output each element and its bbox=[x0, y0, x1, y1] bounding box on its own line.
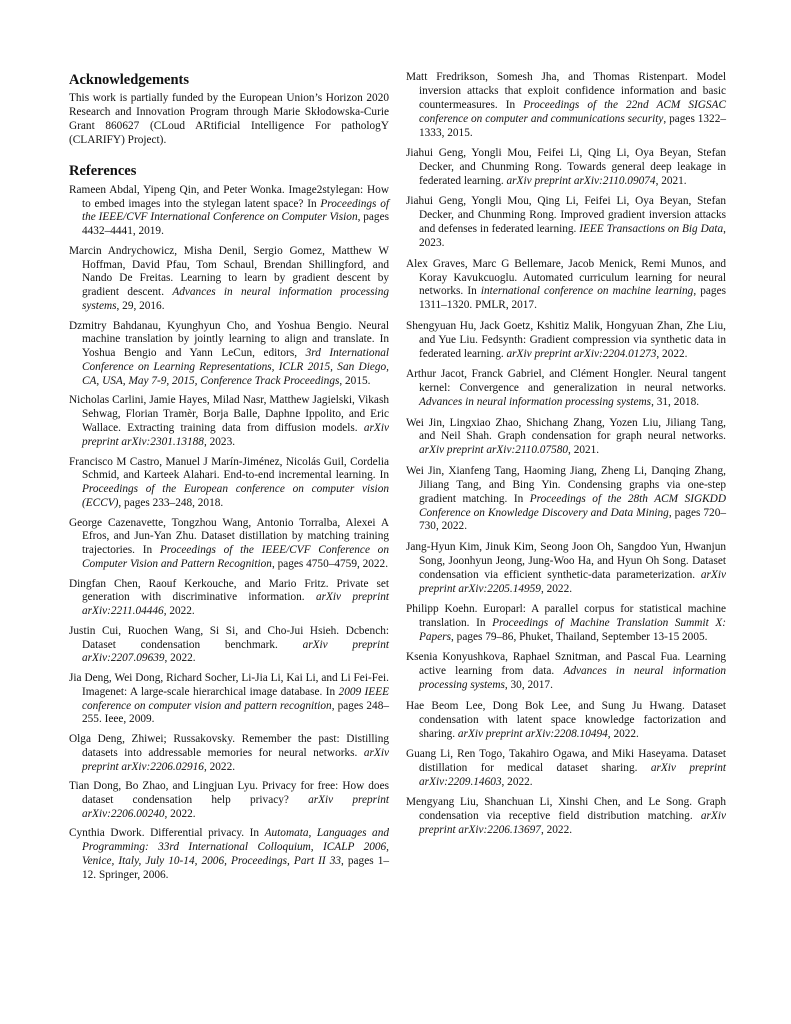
reference-details: , 29, 2016. bbox=[116, 300, 165, 313]
reference-venue: arXiv preprint arXiv:2205.14959 bbox=[419, 568, 726, 595]
reference-venue: Proceedings of the European conference on computer vision (ECCV) bbox=[82, 483, 389, 510]
reference-entry bbox=[406, 320, 726, 362]
reference-entry bbox=[406, 465, 726, 535]
reference-venue: arXiv preprint arXiv:2211.04446 bbox=[82, 591, 389, 618]
reference-list-left bbox=[69, 184, 389, 883]
references-heading: References bbox=[69, 162, 137, 179]
reference-text: Justin Cui, Ruochen Wang, Si Si, and Cho-Jui Hsieh. Dcbench: Dataset condensation benchmark. bbox=[69, 624, 389, 651]
reference-details: , 30, 2017. bbox=[504, 679, 553, 692]
reference-text: Tian Dong, Bo Zhao, and Lingjuan Lyu. Privacy for free: How does dataset condensation help privacy? bbox=[69, 779, 389, 806]
reference-text: Wei Jin, Lingxiao Zhao, Shichang Zhang, Yozen Liu, Jiliang Tang, and Neil Shah. Graph condensation for graph neural networks. bbox=[406, 416, 726, 443]
reference-details: , 2022. bbox=[540, 582, 573, 595]
reference-details: , pages 1–12. Springer, 2006. bbox=[82, 854, 389, 881]
reference-venue: Proceedings of the IEEE/CVF International Conference on Computer Vision bbox=[82, 197, 389, 224]
reference-text: Jiahui Geng, Yongli Mou, Qing Li, Feifei Li, Oya Beyan, Stefan Decker, and Chunming Rong. Improved gradient inversion attacks and defenses in federated learning. bbox=[406, 195, 726, 236]
reference-text: Francisco M Castro, Manuel J Marín-Jiménez, Nicolás Guil, Cordelia Schmid, and Karteek Alahari. End-to-end incremental learning. In bbox=[69, 455, 389, 482]
reference-entry bbox=[69, 456, 389, 512]
reference-entry bbox=[406, 368, 726, 410]
reference-text: Jang-Hyun Kim, Jinuk Kim, Seong Joon Oh, Sangdoo Yun, Hwanjun Song, Joonhyun Jeong, Jung-Woo Ha, and Hyun Oh Song. Dataset condensation via efficient synthetic-data parameterization. bbox=[406, 540, 726, 581]
reference-venue: Advances in neural information processing systems bbox=[419, 396, 652, 408]
reference-venue: Automata, Languages and Programming: 33rd International Colloquium, ICALP 2006, Venice, Italy, July 10-14, 2006, Proceedings, Part II 33 bbox=[82, 826, 390, 867]
reference-entry bbox=[406, 541, 726, 597]
reference-venue: arXiv preprint arXiv:2110.09074 bbox=[506, 174, 656, 187]
reference-entry bbox=[69, 578, 389, 620]
reference-details: , pages 79–86, Phuket, Thailand, September 13-15 2005. bbox=[451, 630, 708, 643]
reference-text: Jia Deng, Wei Dong, Richard Socher, Li-Jia Li, Kai Li, and Li Fei-Fei. Imagenet: A large-scale hierarchical image database. In bbox=[69, 671, 389, 698]
acknowledgements-text: This work is partially funded by the European Union’s Horizon 2020 Research and Innovation Program through Marie Skłodowska-Curie Grant 860627 (CLoud ARtificial Intelligence For pathologY (CLARIFY) Project). bbox=[69, 92, 389, 146]
reference-entry bbox=[69, 320, 389, 390]
reference-details: , 2021. bbox=[568, 444, 600, 457]
reference-text: Dingfan Chen, Raouf Kerkouche, and Mario Fritz. Private set generation with discriminative information. bbox=[69, 577, 389, 604]
right-column bbox=[406, 71, 726, 845]
reference-text: Arthur Jacot, Franck Gabriel, and Clément Hongler. Neural tangent kernel: Convergence and generalization in neural networks. bbox=[406, 368, 726, 395]
reference-venue: arXiv preprint arXiv:2209.14603 bbox=[419, 762, 726, 788]
reference-venue: Proceedings of the IEEE/CVF Conference on Computer Vision and Pattern Recognition bbox=[82, 544, 389, 571]
reference-entry bbox=[69, 780, 389, 822]
reference-details: , 31, 2018. bbox=[651, 396, 700, 408]
reference-details: , 2022. bbox=[164, 652, 196, 665]
reference-list-right bbox=[406, 71, 726, 838]
reference-details: , 2022. bbox=[164, 807, 196, 820]
reference-entry bbox=[69, 625, 389, 667]
reference-entry bbox=[69, 733, 389, 775]
reference-details: , 2021. bbox=[655, 174, 687, 187]
reference-venue: Proceedings of the 28th ACM SIGKDD Conference on Knowledge Discovery and Data Mining bbox=[419, 492, 726, 519]
reference-details: , 2022. bbox=[656, 347, 688, 360]
reference-text: Jiahui Geng, Yongli Mou, Feifei Li, Qing Li, Oya Beyan, Stefan Decker, and Chunming Rong. Towards general deep leakage in federated learning. bbox=[406, 147, 726, 187]
reference-text: Mengyang Liu, Shanchuan Li, Xinshi Chen, and Le Song. Graph condensation via receptive field distribution matching. bbox=[406, 796, 726, 823]
reference-entry bbox=[406, 71, 726, 141]
reference-venue: arXiv preprint arXiv:2206.13697 bbox=[419, 810, 726, 837]
reference-details: , 2023. bbox=[419, 223, 726, 250]
reference-details: , pages 720–730, 2022. bbox=[419, 506, 726, 533]
reference-text: George Cazenavette, Tongzhou Wang, Antonio Torralba, Alexei A Efros, and Jun-Yan Zhu. Dataset distillation by matching training trajectories. In bbox=[69, 516, 389, 557]
reference-text: Guang Li, Ren Togo, Takahiro Ogawa, and Miki Haseyama. Dataset distillation for medical dataset sharing. bbox=[406, 748, 726, 774]
reference-entry bbox=[406, 258, 726, 314]
reference-text: Hae Beom Lee, Dong Bok Lee, and Sung Ju Hwang. Dataset condensation with latent space knowledge factorization and sharing. bbox=[406, 699, 726, 740]
reference-venue: arXiv preprint arXiv:2206.00240 bbox=[82, 793, 389, 820]
reference-entry bbox=[69, 394, 389, 450]
reference-details: , pages 4432–4441, 2019. bbox=[82, 211, 389, 238]
reference-venue: Proceedings of Machine Translation Summit X: Papers bbox=[419, 617, 726, 643]
reference-entry bbox=[69, 672, 389, 728]
reference-venue: arXiv preprint arXiv:2208.10494 bbox=[457, 727, 608, 740]
reference-venue: Advances in neural information processing systems bbox=[419, 665, 726, 692]
acknowledgements-heading: Acknowledgements bbox=[69, 72, 190, 88]
reference-entry bbox=[406, 748, 726, 790]
reference-entry bbox=[406, 796, 726, 838]
reference-details: , 2022. bbox=[163, 605, 195, 618]
reference-details: , pages 1322–1333, 2015. bbox=[419, 112, 726, 139]
reference-text: Dzmitry Bahdanau, Kyunghyun Cho, and Yoshua Bengio. Neural machine translation by jointly learning to align and translate. In Yoshua Bengio and Yann LeCun, editors, bbox=[69, 319, 389, 360]
reference-details: , pages 4750–4759, 2022. bbox=[271, 558, 389, 571]
reference-venue: Proceedings of the 22nd ACM SIGSAC conference on computer and communications security bbox=[419, 98, 726, 125]
reference-text: Alex Graves, Marc G Bellemare, Jacob Menick, Remi Munos, and Koray Kavukcuoglu. Automated curriculum learning for neural networks. In bbox=[406, 257, 726, 298]
reference-details: , pages 1311–1320. PMLR, 2017. bbox=[419, 285, 726, 312]
reference-entry bbox=[69, 245, 389, 315]
reference-venue: arXiv preprint arXiv:2110.07580 bbox=[419, 444, 569, 457]
reference-text: Philipp Koehn. Europarl: A parallel corpus for statistical machine translation. In bbox=[406, 603, 726, 630]
reference-details: , 2015. bbox=[339, 375, 371, 388]
reference-venue: arXiv preprint arXiv:2301.13188 bbox=[82, 422, 389, 449]
reference-venue: arXiv preprint arXiv:2206.02916 bbox=[82, 746, 389, 773]
reference-venue: international conference on machine learning bbox=[480, 285, 694, 298]
reference-venue: IEEE Transactions on Big Data bbox=[579, 223, 724, 236]
reference-text: Shengyuan Hu, Jack Goetz, Kshitiz Malik, Hongyuan Zhan, Zhe Liu, and Yue Liu. Fedsynth: Gradient compression via synthetic data in federated learning. bbox=[406, 319, 726, 360]
reference-details: , pages 233–248, 2018. bbox=[118, 497, 224, 510]
reference-entry bbox=[406, 603, 726, 645]
reference-text: Nicholas Carlini, Jamie Hayes, Milad Nasr, Matthew Jagielski, Vikash Sehwag, Florian Tramèr, Borja Balle, Daphne Ippolito, and Eric Wallace. Extracting training data from diffusion models. bbox=[69, 394, 389, 435]
reference-venue: 2009 IEEE conference on computer vision and pattern recognition bbox=[82, 685, 389, 712]
reference-details: , 2022. bbox=[607, 727, 639, 740]
reference-text: Ksenia Konyushkova, Raphael Sznitman, and Pascal Fua. Learning active learning from data. bbox=[406, 651, 726, 678]
reference-venue: arXiv preprint arXiv:2207.09639 bbox=[82, 638, 389, 665]
left-column bbox=[69, 71, 389, 888]
reference-entry bbox=[69, 827, 389, 883]
reference-details: , pages 248–255. Ieee, 2009. bbox=[82, 699, 389, 726]
reference-details: , 2022. bbox=[501, 775, 533, 788]
reference-details: , 2022. bbox=[540, 824, 573, 837]
reference-entry bbox=[406, 195, 726, 251]
reference-entry bbox=[406, 651, 726, 693]
reference-text: Rameen Abdal, Yipeng Qin, and Peter Wonka. Image2stylegan: How to embed images into the stylegan latent space? In bbox=[69, 183, 389, 210]
reference-venue: 3rd International Conference on Learning Representations, ICLR 2015, San Diego, CA, USA, May 7-9, 2015, Conference Track Proceedings bbox=[82, 347, 389, 388]
reference-details: , 2023. bbox=[203, 436, 236, 449]
reference-entry bbox=[406, 700, 726, 742]
reference-text: Matt Fredrikson, Somesh Jha, and Thomas Ristenpart. Model inversion attacks that exploit confidence information and basic countermeasures. In bbox=[406, 71, 726, 111]
reference-text: Cynthia Dwork. Differential privacy. In bbox=[69, 826, 265, 839]
reference-text: Wei Jin, Xianfeng Tang, Haoming Jiang, Zheng Li, Danqing Zhang, Jiliang Tang, and Bing Yin. Condensing graphs via one-step gradient matching. In bbox=[406, 464, 726, 505]
reference-venue: arXiv preprint arXiv:2204.01273 bbox=[506, 347, 657, 360]
reference-details: , 2022. bbox=[203, 760, 236, 773]
reference-entry bbox=[69, 517, 389, 573]
reference-text: Olga Deng, Zhiwei; Russakovsky. Remember the past: Distilling datasets into addressable memories for neural networks. bbox=[69, 732, 389, 759]
reference-entry bbox=[406, 417, 726, 459]
reference-entry bbox=[406, 147, 726, 189]
reference-entry bbox=[69, 184, 389, 240]
reference-text: Marcin Andrychowicz, Misha Denil, Sergio Gomez, Matthew W Hoffman, David Pfau, Tom Schaul, Brendan Shillingford, and Nando De Freitas. Learning to learn by gradient descent by gradient descent. bbox=[69, 244, 389, 299]
reference-venue: Advances in neural information processing systems bbox=[82, 286, 389, 313]
